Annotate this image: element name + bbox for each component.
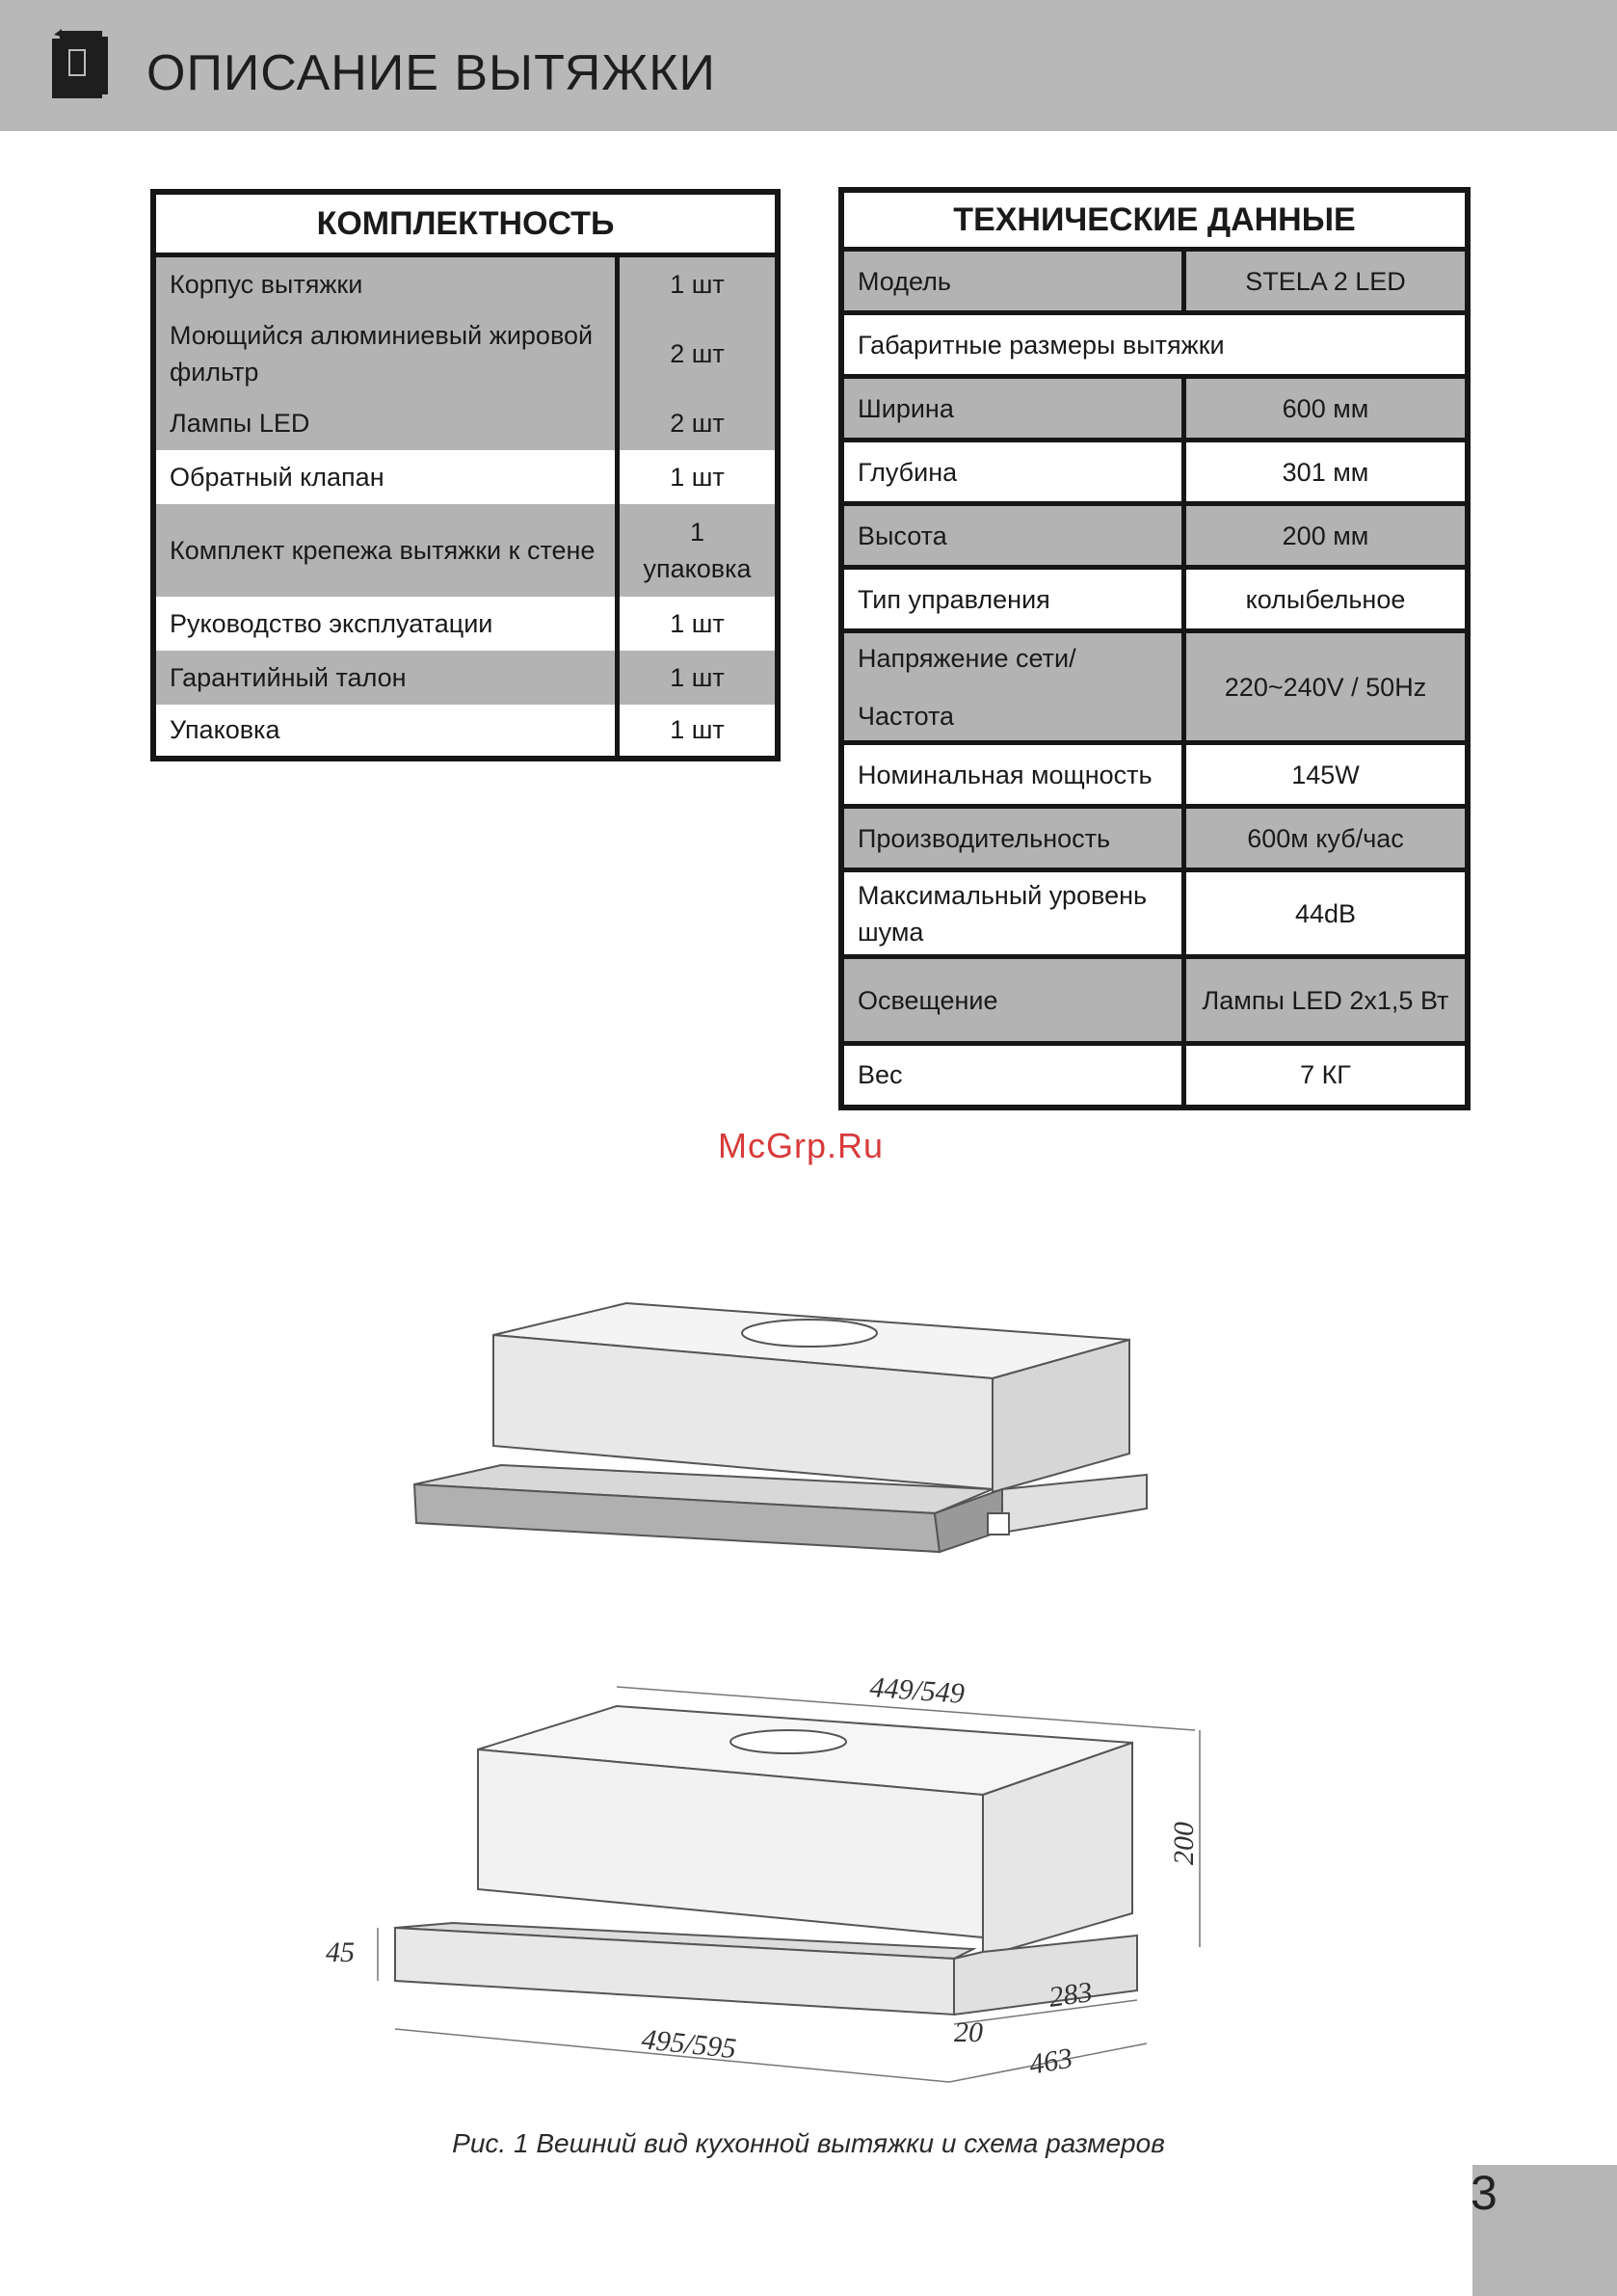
- hood-perspective-drawing: [414, 1303, 1147, 1552]
- kit-item-name: Обратный клапан: [153, 450, 618, 504]
- tech-param-name: Модель: [841, 250, 1184, 313]
- kit-item-qty: 2 шт: [618, 396, 779, 450]
- kit-item-qty: 1 шт: [618, 705, 779, 759]
- tech-param-value: 7 КГ: [1184, 1044, 1469, 1108]
- kit-item-qty: 1 шт: [618, 597, 779, 651]
- tech-param-name: Максимальный уровень шума: [841, 870, 1184, 957]
- dimension-depth-inner: 283: [1047, 1975, 1095, 2014]
- kit-table-title: КОМПЛЕКТНОСТЬ: [153, 192, 778, 255]
- kit-item-qty: 1 упаковка: [618, 504, 779, 597]
- tech-param-name-line2: Частота: [858, 701, 955, 731]
- tech-param-value: 301 мм: [1184, 441, 1469, 504]
- kit-item-name: Лампы LED: [153, 396, 618, 450]
- watermark: McGrp.Ru: [718, 1126, 885, 1165]
- kit-item-name: Гарантийный талон: [153, 651, 618, 705]
- dimension-height: 200: [1168, 1822, 1200, 1865]
- dimension-panel-height: 45: [326, 1936, 355, 1968]
- tech-param-value: 220~240V / 50Hz: [1184, 631, 1469, 743]
- kit-item-name: Упаковка: [153, 705, 618, 759]
- dimension-offset: 20: [954, 2016, 983, 2048]
- tech-param-value: 600м куб/час: [1184, 807, 1469, 870]
- kit-item-qty: 1 шт: [618, 255, 779, 311]
- kit-item-qty: 1 шт: [618, 450, 779, 504]
- kit-item-name: Корпус вытяжки: [153, 255, 618, 311]
- tech-param-name: Габаритные размеры вытяжки: [841, 313, 1468, 377]
- tech-param-name: Вес: [841, 1044, 1184, 1108]
- tech-param-value: 200 мм: [1184, 504, 1469, 568]
- tech-param-name: Освещение: [841, 957, 1184, 1044]
- tech-param-value: 145W: [1184, 743, 1469, 807]
- tech-param-name: Номинальная мощность: [841, 743, 1184, 807]
- tech-param-name: Производительность: [841, 807, 1184, 870]
- tech-param-name: Глубина: [841, 441, 1184, 504]
- kit-item-name: Моющийся алюминиевый жировой фильтр: [153, 311, 618, 396]
- dimension-top-width: 449/549: [868, 1671, 966, 1710]
- hood-dimension-drawing: [378, 1687, 1200, 2082]
- tech-param-name: Тип управления: [841, 568, 1184, 631]
- tech-param-value: STELA 2 LED: [1184, 250, 1469, 313]
- dimension-depth-total: 463: [1026, 2042, 1075, 2081]
- tech-param-value: 44dB: [1184, 870, 1469, 957]
- kit-item-name: Руководство эксплуатации: [153, 597, 618, 651]
- dimension-front-width: 495/595: [640, 2023, 738, 2066]
- tech-param-name: Ширина: [841, 377, 1184, 441]
- kit-item-qty: 2 шт: [618, 311, 779, 396]
- tech-table-title: ТЕХНИЧЕСКИЕ ДАННЫЕ: [841, 190, 1468, 250]
- figure-caption: Рис. 1 Вешний вид кухонной вытяжки и схема размеров: [452, 2128, 1165, 2158]
- tech-param-value: колыбельное: [1184, 568, 1469, 631]
- kit-item-qty: 1 шт: [618, 651, 779, 705]
- tech-param-name-line1: Напряжение сети/: [858, 643, 1076, 673]
- tech-param-value: 600 мм: [1184, 377, 1469, 441]
- tech-param-name: Высота: [841, 504, 1184, 568]
- page-number: 3: [1471, 2166, 1498, 2220]
- tech-param-value: Лампы LED 2х1,5 Вт: [1184, 957, 1469, 1044]
- kit-item-name: Комплект крепежа вытяжки к стене: [153, 504, 618, 597]
- page-title: ОПИСАНИЕ ВЫТЯЖКИ: [146, 45, 716, 101]
